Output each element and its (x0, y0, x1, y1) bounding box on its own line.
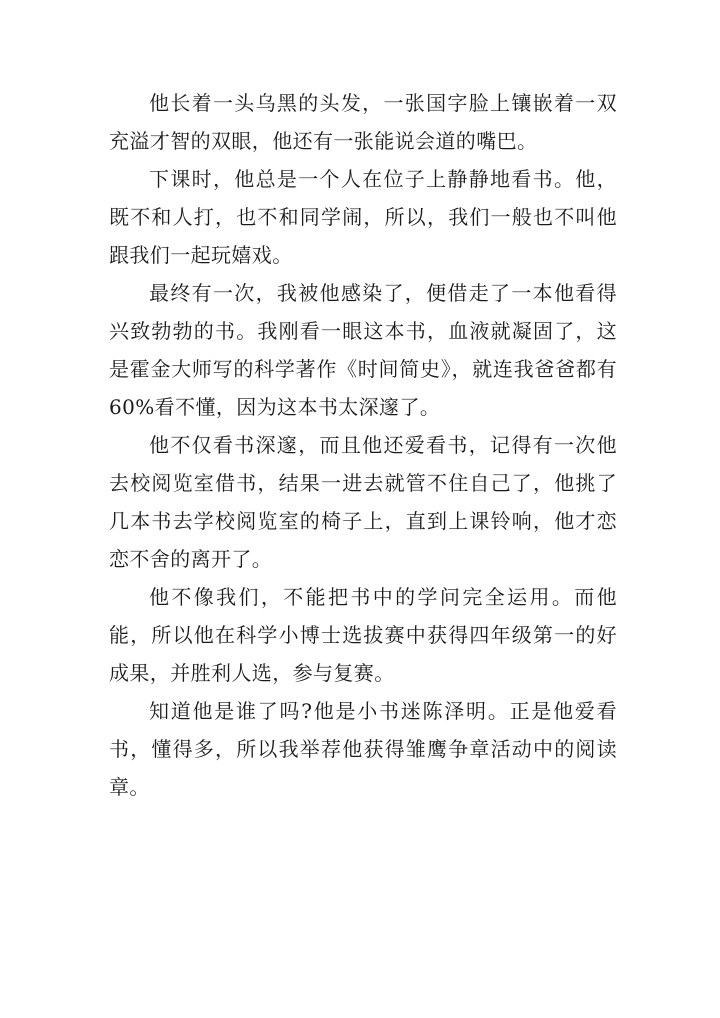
paragraph: 他长着一头乌黑的头发，一张国字脸上镶嵌着一双充溢才智的双眼，他还有一张能说会道的嘴巴。 (109, 91, 617, 153)
document-body (109, 84, 617, 806)
paragraph: 他不仅看书深邃，而且他还爱看书，记得有一次他去校阅览室借书，结果一进去就管不住自己了，他挑了几本书去学校阅览室的椅子上，直到上课铃响，他才恋恋不舍的离开了。 (109, 433, 617, 571)
paragraph: 他不像我们，不能把书中的学问完全运用。而他能，所以他在科学小博士选拔赛中获得四年级第一的好成果，并胜利人选，参与复赛。 (109, 585, 617, 685)
paragraph: 知道他是谁了吗?他是小书迷陈泽明。正是他爱看书，懂得多，所以我举荐他获得雏鹰争章活动中的阅读章。 (109, 699, 617, 799)
paragraph: 最终有一次，我被他感染了，便借走了一本他看得兴致勃勃的书。我刚看一眼这本书，血液就凝固了，这是霍金大师写的科学著作《时间简史》，就连我爸爸都有60%看不懂，因为这本书太深邃了。 (109, 281, 617, 419)
paragraph: 下课时，他总是一个人在位子上静静地看书。他，既不和人打，也不和同学闹，所以，我们一般也不叫他跟我们一起玩嬉戏。 (109, 167, 617, 267)
